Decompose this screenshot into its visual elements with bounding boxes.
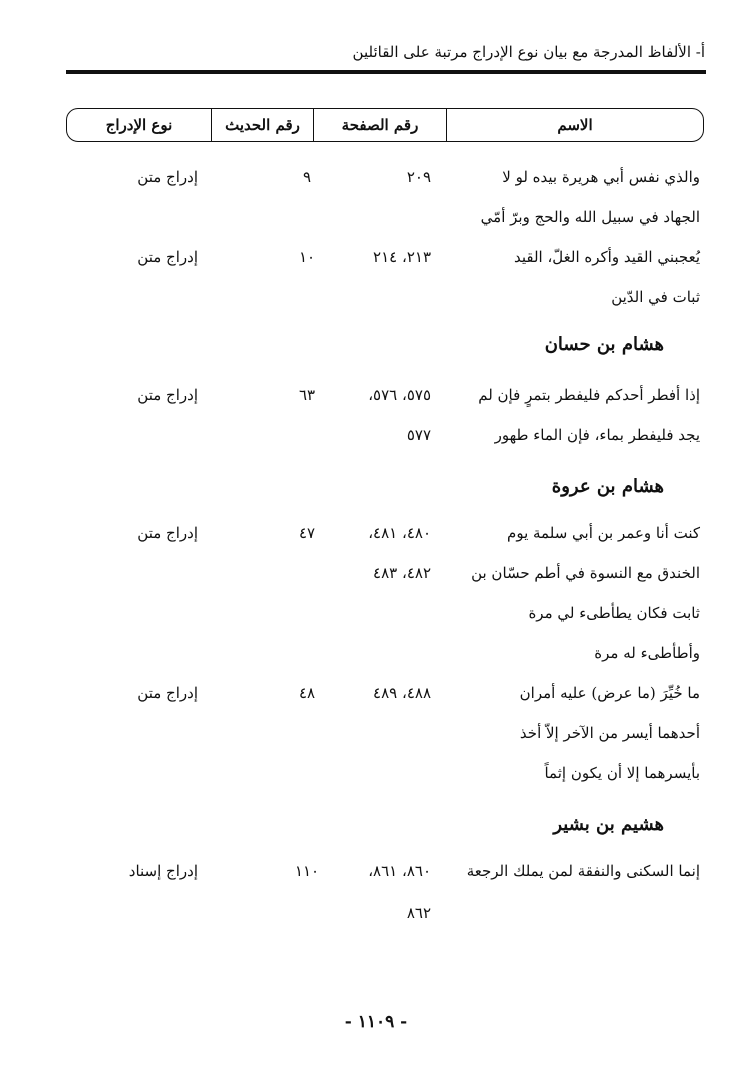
table-row bbox=[66, 418, 704, 452]
entry-text: وأطأطىء له مرة bbox=[594, 644, 700, 662]
page-number-cell: ٤٨٨، ٤٨٩ bbox=[373, 684, 431, 702]
table-row bbox=[66, 596, 704, 630]
table-row bbox=[66, 716, 704, 750]
insertion-type-cell: إدراج إسناد bbox=[128, 862, 198, 880]
section-title: هشيم بن بشير bbox=[553, 814, 664, 835]
column-header-name: الاسم bbox=[446, 109, 703, 141]
page-number-cell: ٤٨٢، ٤٨٣ bbox=[373, 564, 431, 582]
page-number: - ١١٠٩ - bbox=[344, 1012, 408, 1032]
table-row bbox=[66, 516, 704, 550]
table-row bbox=[66, 200, 704, 234]
hadith-number-cell: ٤٨ bbox=[298, 684, 316, 702]
table-row bbox=[66, 556, 704, 590]
entry-text: يجد فليفطر بماء، فإن الماء طهور bbox=[494, 426, 700, 444]
table-row bbox=[66, 756, 704, 790]
entry-text: إنما السكنى والنفقة لمن يملك الرجعة bbox=[466, 862, 700, 880]
page-number-cell: ٥٧٥، ٥٧٦، bbox=[368, 386, 431, 404]
table-row bbox=[66, 676, 704, 710]
table-row bbox=[66, 378, 704, 412]
running-header: أ- الألفاظ المدرجة مع بيان نوع الإدراج مرتبة على القائلين bbox=[352, 43, 705, 61]
column-header-page: رقم الصفحة bbox=[313, 109, 446, 141]
section-title: هشام بن عروة bbox=[551, 476, 664, 497]
page-number-cell: ٢٠٩ bbox=[406, 168, 431, 186]
entry-text: ثبات في الدّين bbox=[611, 288, 700, 306]
entry-text: ما خُيِّرَ (ما عرض) عليه أمران bbox=[519, 684, 700, 702]
hadith-number-cell: ٦٣ bbox=[298, 386, 316, 404]
hadith-number-cell: ٩ bbox=[302, 168, 312, 186]
page-number-cell: ٢١٣، ٢١٤ bbox=[373, 248, 431, 266]
column-header-type: نوع الإدراج bbox=[105, 116, 173, 134]
table-row bbox=[66, 854, 704, 888]
section-title: هشام بن حسان bbox=[544, 334, 664, 355]
table-row bbox=[66, 240, 704, 274]
insertion-type-cell: إدراج متن bbox=[137, 248, 198, 266]
entry-text: أحدهما أيسر من الآخر إلاّ أخذ bbox=[519, 724, 700, 742]
entry-text: إذا أفطر أحدكم فليفطر بتمرٍ فإن لم bbox=[478, 386, 700, 404]
hadith-number-cell: ١١٠ bbox=[294, 862, 320, 880]
entry-text: الخندق مع النسوة في أطم حسّان بن bbox=[471, 564, 700, 582]
entry-text: بأيسرهما إلا أن يكون إثماً bbox=[544, 764, 700, 782]
page-number-cell: ٤٨٠، ٤٨١، bbox=[368, 524, 431, 542]
table-row bbox=[66, 636, 704, 670]
table-header bbox=[66, 108, 704, 142]
hadith-number-cell: ٤٧ bbox=[298, 524, 316, 542]
entry-text: كنت أنا وعمر بن أبي سلمة يوم bbox=[507, 524, 700, 542]
table-row bbox=[66, 280, 704, 314]
insertion-type-cell: إدراج متن bbox=[137, 168, 198, 186]
table-row bbox=[66, 160, 704, 194]
page-number-cell: ٨٦٢ bbox=[406, 904, 431, 922]
page-number-cell: ٥٧٧ bbox=[406, 426, 431, 444]
insertion-type-cell: إدراج متن bbox=[137, 524, 198, 542]
hadith-number-cell: ١٠ bbox=[298, 248, 316, 266]
header-rule bbox=[66, 70, 706, 74]
insertion-type-cell: إدراج متن bbox=[137, 386, 198, 404]
page-number-cell: ٨٦٠، ٨٦١، bbox=[368, 862, 431, 880]
table-row bbox=[66, 896, 704, 930]
entry-text: والذي نفس أبي هريرة بيده لو لا bbox=[502, 168, 700, 186]
entry-text: يُعجبني القيد وأكره الغلّ، القيد bbox=[513, 248, 700, 266]
entry-text: ثابت فكان يطأطىء لي مرة bbox=[528, 604, 700, 622]
entry-text: الجهاد في سبيل الله والحج وبرّ أمّي bbox=[480, 208, 700, 226]
column-header-hadith: رقم الحديث bbox=[211, 109, 313, 141]
insertion-type-cell: إدراج متن bbox=[137, 684, 198, 702]
